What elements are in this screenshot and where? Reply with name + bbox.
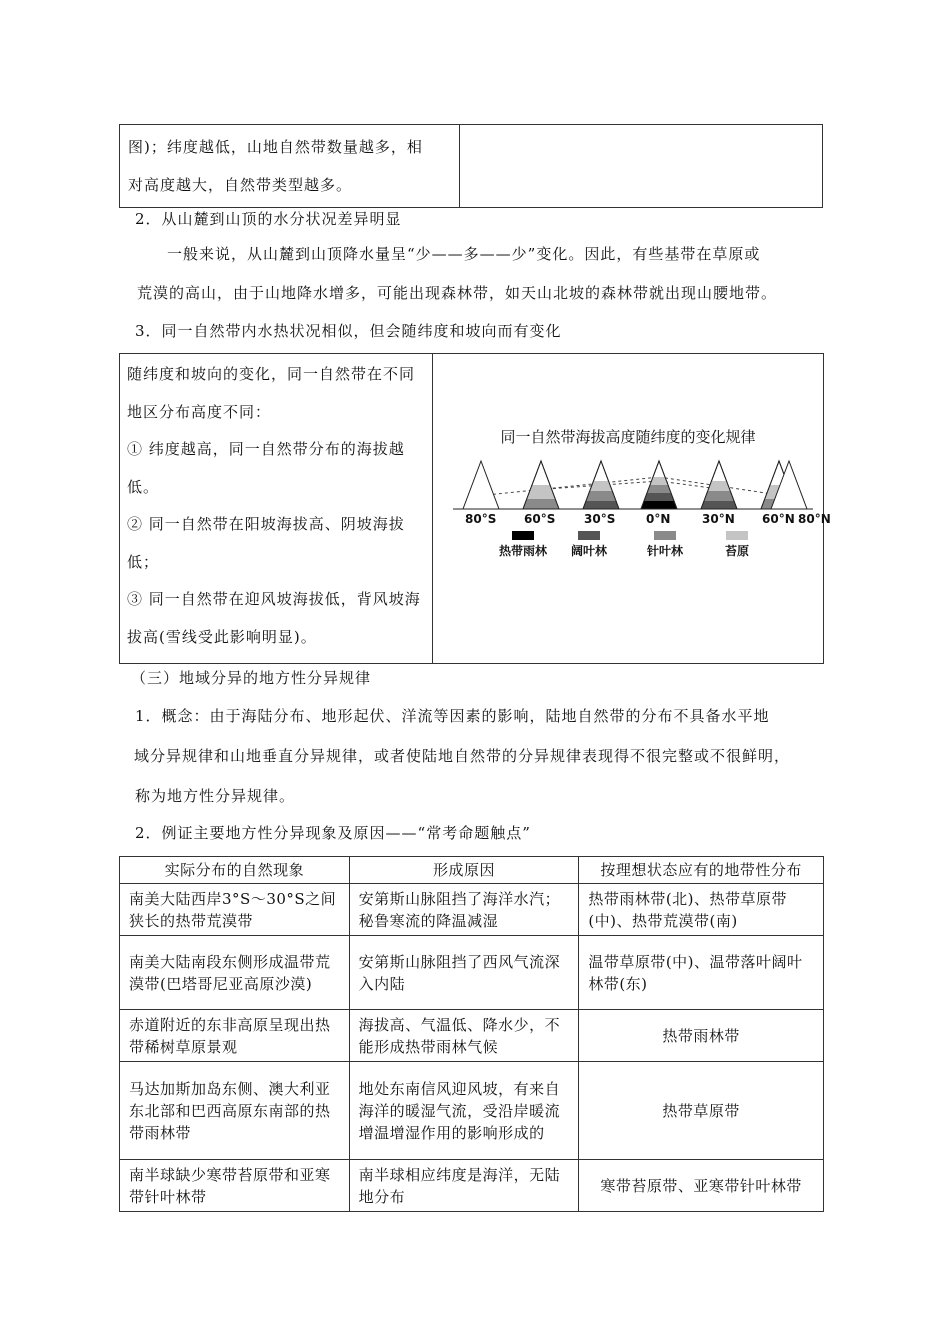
examples-table	[119, 856, 824, 1212]
rule-line: ① 纬度越高，同一自然带分布的海拔越	[127, 440, 405, 458]
rule-line: ③ 同一自然带在迎风坡海拔低，背风坡海	[127, 590, 421, 608]
concept-line: 1．概念：由于海陆分布、地形起伏、洋流等因素的影响，陆地自然带的分布不具备水平地	[135, 707, 770, 725]
rule-line: ② 同一自然带在阳坡海拔高、阴坡海拔	[127, 515, 405, 533]
latitude-table	[119, 353, 831, 664]
top-table	[119, 124, 823, 208]
lat-label: 60°S	[524, 512, 556, 526]
mountain-80s	[463, 461, 499, 509]
rule-line: 低；	[127, 552, 160, 571]
legend-label: 针叶林	[646, 544, 683, 558]
heading-2: 2．从山麓到山顶的水分状况差异明显	[135, 210, 402, 228]
lat-label: 30°N	[702, 512, 735, 526]
table-cell: 马达加斯加岛东侧、澳大利亚东北部和巴西高原东南部的热带雨林带	[120, 1062, 350, 1160]
lat-label: 60°N	[762, 512, 795, 526]
paragraph-2b: 荒漠的高山，由于山地降水增多，可能出现森林带，如天山北坡的森林带就出现山腰地带。	[137, 284, 778, 302]
table-cell: 南半球相应纬度是海洋，无陆地分布	[349, 1160, 579, 1212]
table-cell: 温带草原带(中)、温带落叶阔叶林带(东)	[579, 936, 824, 1010]
table-cell: 南半球缺少寒带苔原带和亚寒带针叶林带	[120, 1160, 350, 1212]
table-cell: 南美大陆南段东侧形成温带荒漠带(巴塔哥尼亚高原沙漠)	[120, 936, 350, 1010]
mountain-0n	[641, 461, 677, 509]
figure-title: 同一自然带海拔高度随纬度的变化规律	[500, 428, 756, 446]
legend-item	[707, 528, 767, 559]
table-cell: 热带雨林带(北)、热带草原带(中)、热带荒漠带(南)	[579, 884, 824, 936]
concept-line: 称为地方性分异规律。	[135, 787, 296, 805]
latitude-figure-cell	[433, 354, 831, 664]
table-header: 按理想状态应有的地带性分布	[579, 857, 824, 884]
table-cell: 热带雨林带	[579, 1010, 824, 1062]
rule-line: 低。	[127, 477, 160, 496]
mountain-80n	[770, 459, 810, 511]
table-row	[120, 884, 824, 936]
legend-label: 苔原	[724, 544, 749, 558]
legend-swatch	[512, 531, 534, 540]
table-cell: 寒带苔原带、亚寒带针叶林带	[579, 1160, 824, 1212]
table-row	[120, 1010, 824, 1062]
legend-label: 热带雨林	[498, 544, 547, 558]
top-table-left-cell	[120, 125, 460, 208]
legend-swatch	[726, 531, 748, 540]
lat-label: 30°S	[584, 512, 616, 526]
legend-item	[559, 528, 619, 559]
rule-line: 地区分布高度不同：	[127, 402, 272, 421]
mountain-30s	[583, 461, 619, 509]
examples-heading: 2．例证主要地方性分异现象及原因——“常考命题触点”	[135, 824, 531, 842]
section-heading: （三）地域分异的地方性分异规律	[131, 669, 372, 687]
legend-swatch	[578, 531, 600, 540]
table-row	[120, 936, 824, 1010]
table-cell: 海拔高、气温低、降水少，不能形成热带雨林气候	[349, 1010, 579, 1062]
top-table-line: 对高度越大，自然带类型越多。	[128, 176, 353, 194]
rule-line: 拔高(雪线受此影响明显)。	[127, 627, 317, 646]
lat-label: 80°S	[465, 512, 497, 526]
table-header-row	[120, 857, 824, 884]
table-cell: 赤道附近的东非高原呈现出热带稀树草原景观	[120, 1010, 350, 1062]
table-header: 形成原因	[349, 857, 579, 884]
mountain-30n	[701, 461, 737, 509]
mountain-60s	[523, 461, 559, 509]
concept-line: 域分异规律和山地垂直分异规律，或者使陆地自然带的分异规律表现得不很完整或不很鲜明，	[134, 747, 791, 765]
table-cell: 南美大陆西岸3°S～30°S之间狭长的热带荒漠带	[120, 884, 350, 936]
legend-label: 阔叶林	[570, 544, 607, 558]
table-row	[120, 1062, 824, 1160]
latitude-text-cell	[120, 354, 433, 664]
table-header: 实际分布的自然现象	[120, 857, 350, 884]
table-cell: 热带草原带	[579, 1062, 824, 1160]
table-cell: 安第斯山脉阻挡了西风气流深入内陆	[349, 936, 579, 1010]
dashed-line	[487, 477, 659, 495]
top-table-right-cell	[460, 125, 823, 208]
rule-line: 随纬度和坡向的变化，同一自然带在不同	[127, 365, 416, 383]
heading-3: 3．同一自然带内水热状况相似，但会随纬度和坡向而有变化	[135, 322, 562, 340]
lat-label: 80°N	[798, 512, 831, 526]
top-table-line: 图)；纬度越低，山地自然带数量越多，相	[128, 138, 423, 156]
table-cell: 地处东南信风迎风坡，有来自海洋的暖湿气流，受沿岸暖流增温增湿作用的影响形成的	[349, 1062, 579, 1160]
legend-item	[635, 528, 695, 559]
legend-swatch	[654, 531, 676, 540]
lat-label: 0°N	[646, 512, 671, 526]
table-row	[120, 1160, 824, 1212]
table-cell: 安第斯山脉阻挡了海洋水汽；秘鲁寒流的降温减湿	[349, 884, 579, 936]
legend-item	[493, 528, 553, 559]
paragraph-2a: 一般来说，从山麓到山顶降水量呈“少——多——少”变化。因此，有些基带在草原或	[167, 245, 761, 263]
